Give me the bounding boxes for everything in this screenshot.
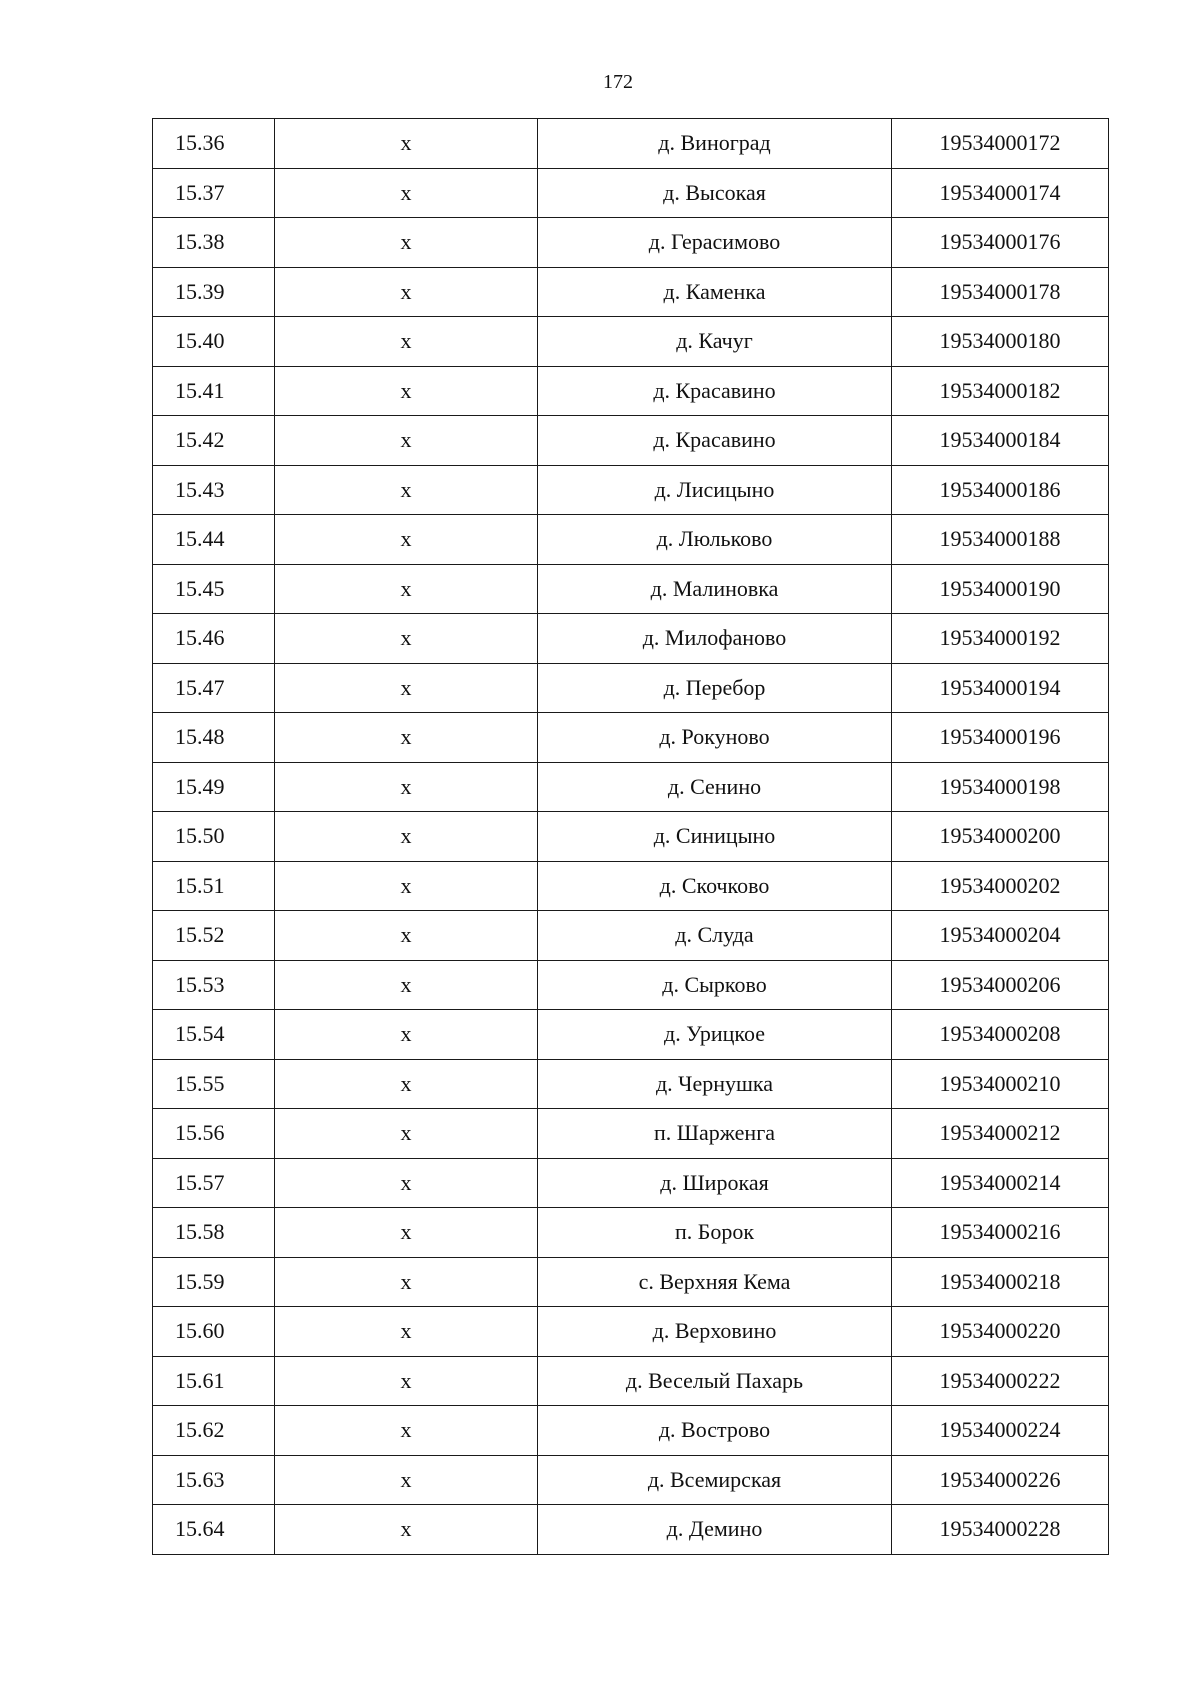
oktmo-code-cell: 19534000180 xyxy=(892,317,1109,367)
mark-cell: х xyxy=(275,1257,538,1307)
table-row xyxy=(153,416,1109,466)
oktmo-code-cell: 19534000176 xyxy=(892,218,1109,268)
row-number-cell: 15.45 xyxy=(153,564,275,614)
settlement-name-cell: д. Верховино xyxy=(538,1307,892,1357)
oktmo-code-cell: 19534000196 xyxy=(892,713,1109,763)
settlement-name-cell: д. Синицыно xyxy=(538,812,892,862)
row-number-cell: 15.58 xyxy=(153,1208,275,1258)
settlement-name-cell: д. Чернушка xyxy=(538,1059,892,1109)
mark-cell: х xyxy=(275,119,538,169)
table-row xyxy=(153,1356,1109,1406)
row-number-cell: 15.52 xyxy=(153,911,275,961)
table-row xyxy=(153,762,1109,812)
mark-cell: х xyxy=(275,1307,538,1357)
mark-cell: х xyxy=(275,713,538,763)
oktmo-code-cell: 19534000210 xyxy=(892,1059,1109,1109)
mark-cell: х xyxy=(275,416,538,466)
row-number-cell: 15.59 xyxy=(153,1257,275,1307)
settlement-name-cell: д. Рокуново xyxy=(538,713,892,763)
table-row xyxy=(153,1010,1109,1060)
row-number-cell: 15.41 xyxy=(153,366,275,416)
table-row xyxy=(153,713,1109,763)
oktmo-code-cell: 19534000182 xyxy=(892,366,1109,416)
mark-cell: х xyxy=(275,1208,538,1258)
settlement-name-cell: д. Демино xyxy=(538,1505,892,1555)
row-number-cell: 15.53 xyxy=(153,960,275,1010)
row-number-cell: 15.44 xyxy=(153,515,275,565)
row-number-cell: 15.37 xyxy=(153,168,275,218)
oktmo-code-cell: 19534000212 xyxy=(892,1109,1109,1159)
row-number-cell: 15.57 xyxy=(153,1158,275,1208)
oktmo-code-cell: 19534000174 xyxy=(892,168,1109,218)
row-number-cell: 15.54 xyxy=(153,1010,275,1060)
row-number-cell: 15.49 xyxy=(153,762,275,812)
settlement-name-cell: д. Сенино xyxy=(538,762,892,812)
mark-cell: х xyxy=(275,1059,538,1109)
mark-cell: х xyxy=(275,1109,538,1159)
mark-cell: х xyxy=(275,465,538,515)
mark-cell: х xyxy=(275,960,538,1010)
row-number-cell: 15.56 xyxy=(153,1109,275,1159)
mark-cell: х xyxy=(275,1356,538,1406)
mark-cell: х xyxy=(275,317,538,367)
mark-cell: х xyxy=(275,564,538,614)
oktmo-code-cell: 19534000204 xyxy=(892,911,1109,961)
row-number-cell: 15.51 xyxy=(153,861,275,911)
settlement-name-cell: д. Виноград xyxy=(538,119,892,169)
mark-cell: х xyxy=(275,168,538,218)
settlement-name-cell: д. Малиновка xyxy=(538,564,892,614)
settlement-name-cell: д. Герасимово xyxy=(538,218,892,268)
oktmo-code-cell: 19534000172 xyxy=(892,119,1109,169)
oktmo-code-cell: 19534000214 xyxy=(892,1158,1109,1208)
table-row xyxy=(153,267,1109,317)
row-number-cell: 15.39 xyxy=(153,267,275,317)
row-number-cell: 15.63 xyxy=(153,1455,275,1505)
settlement-name-cell: д. Качуг xyxy=(538,317,892,367)
oktmo-code-cell: 19534000190 xyxy=(892,564,1109,614)
oktmo-code-cell: 19534000222 xyxy=(892,1356,1109,1406)
table-row xyxy=(153,614,1109,664)
table-row xyxy=(153,960,1109,1010)
row-number-cell: 15.48 xyxy=(153,713,275,763)
table-row xyxy=(153,1158,1109,1208)
oktmo-code-cell: 19534000192 xyxy=(892,614,1109,664)
mark-cell: х xyxy=(275,1505,538,1555)
mark-cell: х xyxy=(275,267,538,317)
mark-cell: х xyxy=(275,1406,538,1456)
page-number: 172 xyxy=(603,71,633,93)
mark-cell: х xyxy=(275,515,538,565)
table-row xyxy=(153,168,1109,218)
table-row xyxy=(153,465,1109,515)
table-row xyxy=(153,861,1109,911)
oktmo-code-cell: 19534000220 xyxy=(892,1307,1109,1357)
row-number-cell: 15.50 xyxy=(153,812,275,862)
oktmo-code-cell: 19534000226 xyxy=(892,1455,1109,1505)
oktmo-code-cell: 19534000218 xyxy=(892,1257,1109,1307)
settlements-table xyxy=(152,118,1109,1555)
row-number-cell: 15.36 xyxy=(153,119,275,169)
oktmo-code-cell: 19534000202 xyxy=(892,861,1109,911)
settlement-name-cell: с. Верхняя Кема xyxy=(538,1257,892,1307)
mark-cell: х xyxy=(275,911,538,961)
row-number-cell: 15.62 xyxy=(153,1406,275,1456)
settlement-name-cell: д. Перебор xyxy=(538,663,892,713)
row-number-cell: 15.47 xyxy=(153,663,275,713)
table-row xyxy=(153,119,1109,169)
row-number-cell: 15.42 xyxy=(153,416,275,466)
table-row xyxy=(153,911,1109,961)
oktmo-code-cell: 19534000184 xyxy=(892,416,1109,466)
table-row xyxy=(153,812,1109,862)
table-row xyxy=(153,1208,1109,1258)
oktmo-code-cell: 19534000206 xyxy=(892,960,1109,1010)
oktmo-code-cell: 19534000186 xyxy=(892,465,1109,515)
settlement-name-cell: д. Милофаново xyxy=(538,614,892,664)
row-number-cell: 15.46 xyxy=(153,614,275,664)
settlement-name-cell: п. Шарженга xyxy=(538,1109,892,1159)
settlement-name-cell: д. Каменка xyxy=(538,267,892,317)
settlement-name-cell: д. Скочково xyxy=(538,861,892,911)
row-number-cell: 15.60 xyxy=(153,1307,275,1357)
settlement-name-cell: д. Урицкое xyxy=(538,1010,892,1060)
table-row xyxy=(153,1059,1109,1109)
settlement-name-cell: д. Люльково xyxy=(538,515,892,565)
table-row xyxy=(153,1257,1109,1307)
row-number-cell: 15.55 xyxy=(153,1059,275,1109)
table-row xyxy=(153,515,1109,565)
table-row xyxy=(153,218,1109,268)
table-row xyxy=(153,1505,1109,1555)
table-row xyxy=(153,1406,1109,1456)
row-number-cell: 15.43 xyxy=(153,465,275,515)
settlement-name-cell: д. Всемирская xyxy=(538,1455,892,1505)
row-number-cell: 15.61 xyxy=(153,1356,275,1406)
settlement-name-cell: д. Сырково xyxy=(538,960,892,1010)
table-row xyxy=(153,1109,1109,1159)
settlement-name-cell: д. Красавино xyxy=(538,366,892,416)
mark-cell: х xyxy=(275,1455,538,1505)
mark-cell: х xyxy=(275,614,538,664)
table-row xyxy=(153,366,1109,416)
oktmo-code-cell: 19534000194 xyxy=(892,663,1109,713)
settlement-name-cell: д. Вострово xyxy=(538,1406,892,1456)
oktmo-code-cell: 19534000200 xyxy=(892,812,1109,862)
table-row xyxy=(153,1455,1109,1505)
mark-cell: х xyxy=(275,366,538,416)
settlement-name-cell: д. Веселый Пахарь xyxy=(538,1356,892,1406)
row-number-cell: 15.64 xyxy=(153,1505,275,1555)
oktmo-code-cell: 19534000216 xyxy=(892,1208,1109,1258)
oktmo-code-cell: 19534000224 xyxy=(892,1406,1109,1456)
table-row xyxy=(153,564,1109,614)
mark-cell: х xyxy=(275,812,538,862)
mark-cell: х xyxy=(275,218,538,268)
oktmo-code-cell: 19534000228 xyxy=(892,1505,1109,1555)
mark-cell: х xyxy=(275,861,538,911)
table-row xyxy=(153,663,1109,713)
settlement-name-cell: д. Красавино xyxy=(538,416,892,466)
mark-cell: х xyxy=(275,1010,538,1060)
table-body xyxy=(153,119,1109,1555)
oktmo-code-cell: 19534000208 xyxy=(892,1010,1109,1060)
settlement-name-cell: д. Высокая xyxy=(538,168,892,218)
table-row xyxy=(153,1307,1109,1357)
oktmo-code-cell: 19534000178 xyxy=(892,267,1109,317)
settlement-name-cell: д. Слуда xyxy=(538,911,892,961)
row-number-cell: 15.40 xyxy=(153,317,275,367)
settlement-name-cell: д. Широкая xyxy=(538,1158,892,1208)
mark-cell: х xyxy=(275,663,538,713)
settlement-name-cell: д. Лисицыно xyxy=(538,465,892,515)
mark-cell: х xyxy=(275,762,538,812)
oktmo-code-cell: 19534000188 xyxy=(892,515,1109,565)
row-number-cell: 15.38 xyxy=(153,218,275,268)
oktmo-code-cell: 19534000198 xyxy=(892,762,1109,812)
table-row xyxy=(153,317,1109,367)
mark-cell: х xyxy=(275,1158,538,1208)
settlement-name-cell: п. Борок xyxy=(538,1208,892,1258)
